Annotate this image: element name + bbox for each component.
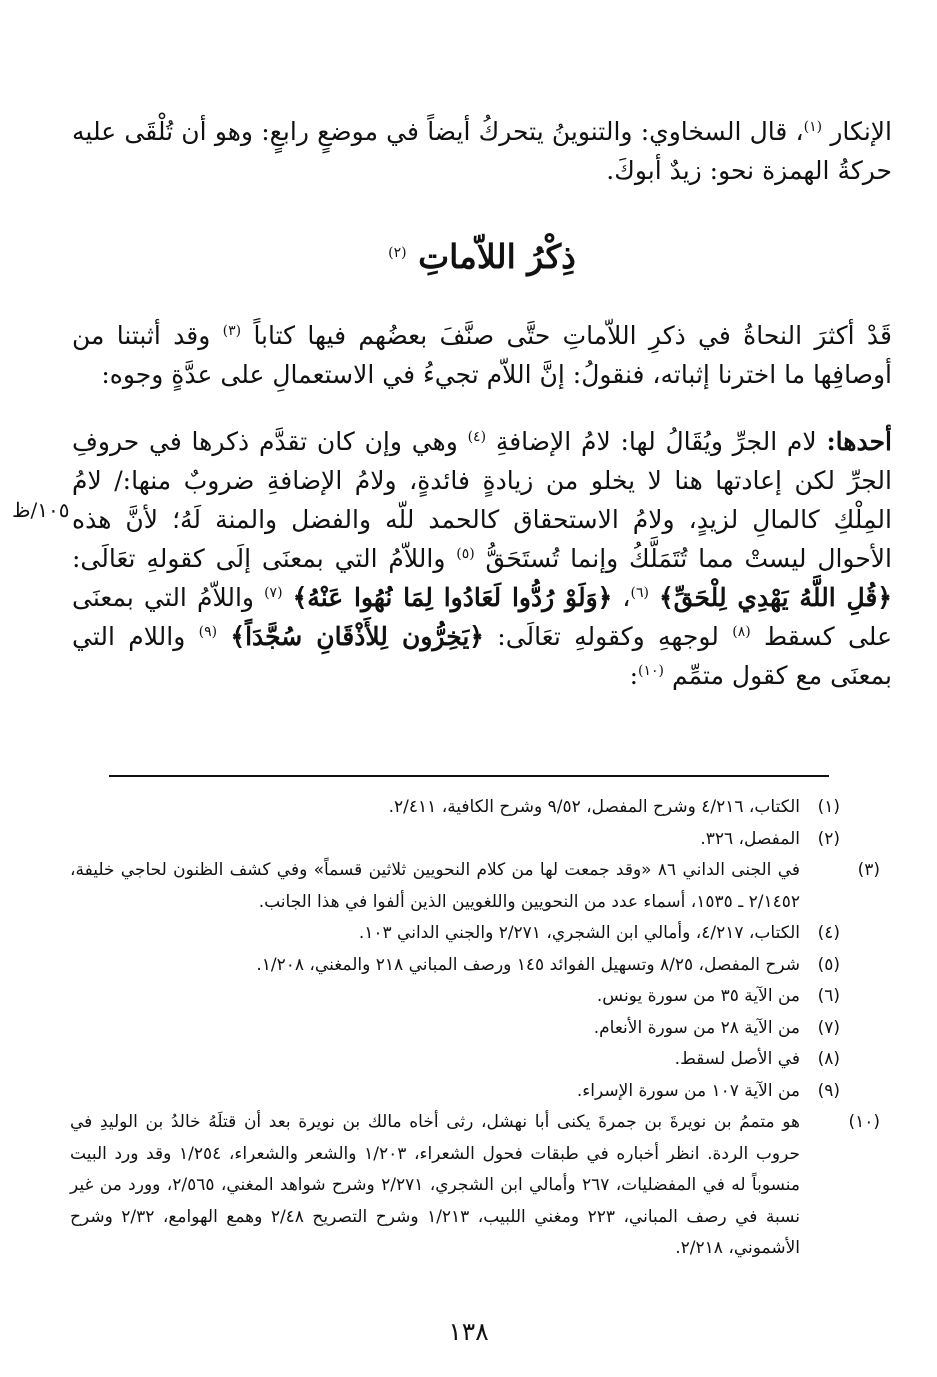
qad-text-2: وقد أثبتنا من أوصافِها ما اخترنا إثباته، فنقولُ: إنَّ اللاّم تجيءُ في الاستعمالِ على عدَّةٍ وجوه: xyxy=(72,321,892,389)
footnote-number: (٥) xyxy=(817,954,840,975)
main-text-6: لوجههِ وكقولهِ تعَالَى: xyxy=(483,622,733,651)
intro-text-2: ، قال السخاوي: والتنوينُ يتحركُ أيضاً في موضعٍ رابعٍ: وهو أن تُلْقَى عليه حركةُ الهمزة نحو: زيدٌ أبوكَ. xyxy=(72,117,892,185)
footnote-number: (١) xyxy=(817,797,840,817)
footnote-text: الكتاب، ٤/٢١٦ وشرح المفصل، ٩/٥٢ وشرح الكافية، ٢/٤١١. xyxy=(388,797,800,817)
footnotes-list xyxy=(70,792,881,1265)
footnote-ref-9[interactable]: (٩) xyxy=(198,624,218,640)
footnote-number: (٧) xyxy=(817,1017,840,1038)
footnote-item xyxy=(70,981,840,1013)
main-text-3: واللاّمُ التي بمعنَى إلَى كقولهِ تعَالَى: xyxy=(72,544,457,573)
intro-paragraph xyxy=(72,112,892,190)
footnote-item xyxy=(70,1107,880,1265)
footnote-ref-7[interactable]: (٧) xyxy=(264,585,283,601)
footnote-number: (٤) xyxy=(817,923,840,943)
footnote-ref-8[interactable]: (٨) xyxy=(732,624,751,640)
quran-verse-3: ﴿يَخِرُّون لِلأَذْقَانِ سُجَّدَاً﴾ xyxy=(230,622,484,651)
main-text-2: وهي وإن كان تقدَّم ذكرها في حروفِ الجرِّ لكن إعادتها هنا لا يخلو من زيادةٍ فائدةٍ، ولامُ الإضافةِ ضروبٌ منها:/ لامُ المِلْكِ كالمالِ لزيدٍ، ولامُ الاستحقاق كالحمد للّه والفضل والمنة لَهُ؛ لأنَّ هذه الأحوال ليستْ مما تُتَمَلَّكُ وإنما تُستَحَقُّ xyxy=(72,427,893,573)
footnote-number: (٣) xyxy=(857,860,881,880)
main-text-5: واللاّمُ التي بمعنَى على كسقط xyxy=(72,583,892,651)
footnote-item xyxy=(70,1013,840,1045)
footnote-item xyxy=(70,1044,840,1076)
footnote-text: هو متممُ بن نويرةَ بن جمرةَ يكنى أبا نهشل، رثى أخاه مالك بن نويرة بعد أن قتلَهُ خالدُ بن الوليدِ في حروب الردة. انظر أخباره في طبقات فحول الشعراء، ١/٢٠٣ والشعر والشعراء، ١/٢٥٤ وقد ورد البيت منسوباً له في المفضليات، ٢٦٧ وأمالي ابن الشجري، ٢/٢٧١ وشرح شواهد المغني، ٢/٥٦٥، وورد من غير نسبة في رصف المباني، ٢٢٣ ومغني اللبيب، ١/٢١٣ وشرح التصريح ٢/٤٨ وهمع الهوامع، ٢/٣٢ وشرح الأشموني، ٢/٢١٨. xyxy=(70,1112,801,1258)
footnote-text: في الأصل لسقط. xyxy=(674,1049,800,1069)
footnote-item xyxy=(70,918,840,950)
quran-verse-2: ﴿وَلَوْ رُدُّوا لَعَادُوا لِمَا نُهُوا عَنْهُ﴾ xyxy=(292,583,613,612)
footnote-number: (٨) xyxy=(817,1049,840,1069)
footnote-item xyxy=(70,855,881,918)
paragraph-introduction xyxy=(72,316,892,394)
main-text xyxy=(72,112,892,695)
quran-verse-1: ﴿قُلِ اللَّهُ يَهْدِي لِلْحَقِّ﴾ xyxy=(659,583,893,612)
footnote-text: الكتاب، ٤/٢١٧، وأمالي ابن الشجري، ٢/٢٧١ والجني الداني ١٠٣. xyxy=(358,923,800,943)
intro-text-1: الإنكار xyxy=(830,117,892,146)
main-text-4: ، xyxy=(612,583,631,612)
footnote-number: (٢) xyxy=(817,828,840,849)
footnote-ref-1[interactable]: (١) xyxy=(803,119,823,135)
footnote-number: (١٠) xyxy=(848,1112,880,1132)
footnote-text: شرح المفصل، ٨/٢٥ وتسهيل الفوائد ١٤٥ ورصف المباني ٢١٨ والمغني، ١/٢٠٨. xyxy=(256,954,800,975)
lead-word: أحدها: xyxy=(826,427,892,456)
main-text-8: : xyxy=(629,661,639,690)
footnote-text: المفصل، ٣٢٦. xyxy=(700,828,800,849)
section-heading xyxy=(72,232,892,282)
footnote-ref-3[interactable]: (٣) xyxy=(222,323,242,339)
footnote-number: (٦) xyxy=(817,986,840,1006)
manuscript-folio-marker: ١٠٥/ظ xyxy=(12,498,70,522)
footnote-item xyxy=(70,1076,840,1108)
footnote-ref-2[interactable]: (٢) xyxy=(388,245,407,261)
footnote-ref-6[interactable]: (٦) xyxy=(630,585,649,601)
footnote-ref-4[interactable]: (٤) xyxy=(467,429,487,445)
main-text-7: واللام التي بمعنَى مع كقول متمِّم xyxy=(72,622,892,690)
footnote-divider xyxy=(109,775,829,777)
qad-text-1: قَدْ أكثرَ النحاةُ في ذكرِ اللاّماتِ حتَّى صنَّفَ بعضُهم فيها كتاباً xyxy=(253,321,892,350)
page-number: ١٣٨ xyxy=(448,1317,489,1346)
main-text-1: لام الجرِّ ويُقَالُ لها: لامُ الإضافةِ xyxy=(495,427,827,456)
footnote-text: في الجنى الداني ٨٦ «وقد جمعت لها من كلام النحويين ثلاثين قسماً» وفي كشف الظنون لحاجي خليفة، ٢/١٤٥٢ ـ ١٥٣٥، أسماء عدد من النحويين واللغويين الذين ألفوا في هذا الجانب. xyxy=(70,860,801,912)
footnote-ref-10[interactable]: (١٠) xyxy=(638,663,664,679)
footnote-number: (٩) xyxy=(817,1080,840,1101)
footnote-text: من الآية ١٠٧ من سورة الإسراء. xyxy=(576,1080,800,1101)
footnote-item xyxy=(70,824,840,856)
paragraph-lam-jarr xyxy=(72,422,892,695)
footnote-text: من الآية ٣٥ من سورة يونس. xyxy=(596,986,800,1006)
footnote-ref-5[interactable]: (٥) xyxy=(456,546,475,562)
footnote-item xyxy=(70,950,840,982)
footnote-item xyxy=(70,792,840,824)
footnote-text: من الآية ٢٨ من سورة الأنعام. xyxy=(593,1017,800,1038)
heading-text: ذِكْرُ اللاّماتِ xyxy=(418,237,576,276)
